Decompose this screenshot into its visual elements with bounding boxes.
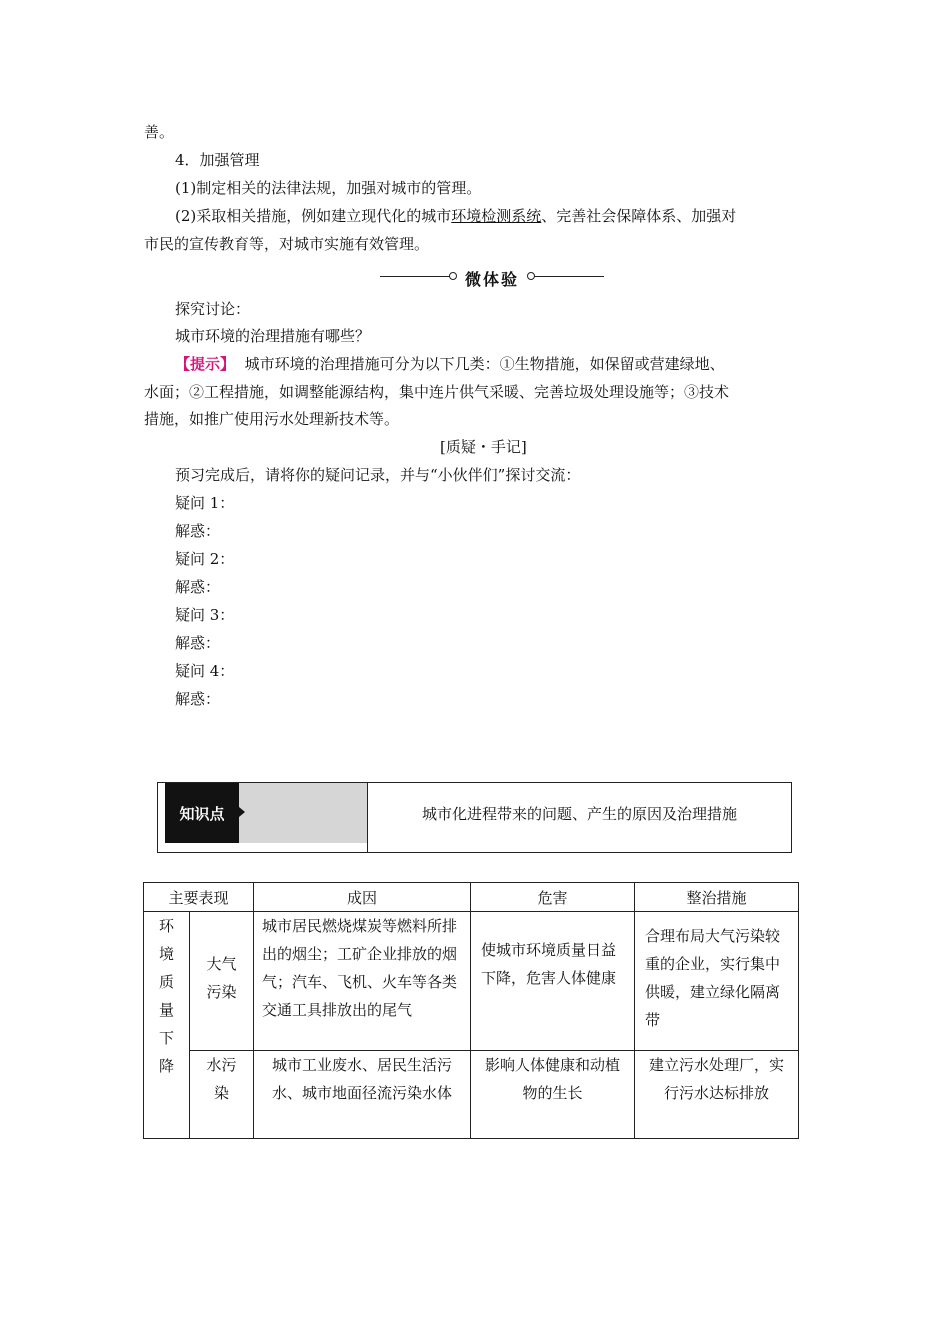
table-row bbox=[144, 1051, 799, 1139]
divider-line-right bbox=[534, 276, 604, 277]
notes-heading: [质疑・手记] bbox=[440, 438, 527, 456]
divider-circle-left bbox=[449, 272, 457, 280]
measure-text: 合理布局大气污染较重的企业，实行集中供暖，建立绿化隔离带 bbox=[645, 927, 781, 1029]
knowledge-point-banner bbox=[157, 782, 792, 853]
discussion-label: 探究讨论： bbox=[175, 300, 251, 318]
header-measure: 整治措施 bbox=[635, 883, 799, 912]
cause-cell bbox=[254, 912, 471, 1051]
knowledge-point-tag: 知识点 bbox=[165, 783, 239, 843]
harm-cell bbox=[471, 1051, 635, 1139]
divider-line-left bbox=[380, 276, 450, 277]
paragraph-4-2-text-b: 、完善社会保障体系、加强对 bbox=[541, 207, 737, 225]
table-row bbox=[144, 912, 799, 1051]
paragraph-4-2-text-a: (2)采取相关措施，例如建立现代化的城市 bbox=[175, 207, 452, 225]
question-4-label: 疑问 4： bbox=[175, 662, 235, 680]
measure-cell bbox=[635, 912, 799, 1051]
hint-text-1: 城市环境的治理措施可分为以下几类：①生物措施，如保留或营建绿地、 bbox=[244, 355, 725, 373]
harm-text: 影响人体健康和动植物的生长 bbox=[484, 1056, 620, 1102]
answer-4-label: 解惑： bbox=[175, 690, 221, 708]
question-2-label: 疑问 2： bbox=[175, 550, 235, 568]
underlined-term: 环境检测系统 bbox=[451, 207, 542, 225]
header-cause: 成因 bbox=[254, 883, 471, 912]
type-label: 大气污染 bbox=[206, 955, 237, 1001]
knowledge-point-topic: 城市化进程带来的问题、产生的原因及治理措施 bbox=[421, 804, 737, 823]
group-cell bbox=[144, 912, 190, 1139]
hint-line-3: 措施，如推广使用污水处理新技术等。 bbox=[144, 410, 400, 428]
section-heading-4: 4．加强管理 bbox=[175, 151, 260, 169]
banner-grey-block bbox=[239, 783, 367, 843]
paragraph-4-1: (1)制定相关的法律法规，加强对城市的管理。 bbox=[175, 179, 482, 197]
type-cell bbox=[190, 912, 254, 1051]
cause-text: 城市居民燃烧煤炭等燃料所排出的烟尘；工矿企业排放的烟气；汽车、飞机、火车等各类交通工具排放出的尾气 bbox=[262, 917, 458, 1019]
table-header-row bbox=[144, 883, 799, 912]
answer-1-label: 解惑： bbox=[175, 522, 221, 540]
paragraph-4-2-line2: 市民的宣传教育等，对城市实施有效管理。 bbox=[144, 235, 430, 253]
cause-cell bbox=[254, 1051, 471, 1139]
paragraph-continuation: 善。 bbox=[144, 123, 175, 141]
divider-title: 微体验 bbox=[464, 270, 519, 289]
hint-tag: 【提示】 bbox=[175, 355, 236, 373]
measure-text: 建立污水处理厂，实行污水达标排放 bbox=[648, 1056, 784, 1102]
paragraph-4-2-line1 bbox=[175, 206, 736, 226]
type-cell bbox=[190, 1051, 254, 1139]
question-1-label: 疑问 1： bbox=[175, 494, 235, 512]
header-main-manifestation: 主要表现 bbox=[144, 883, 254, 912]
harm-cell bbox=[471, 912, 635, 1051]
notes-intro: 预习完成后，请将你的疑问记录，并与“小伙伴们”探讨交流： bbox=[175, 466, 581, 484]
tag-arrow-icon bbox=[239, 807, 245, 817]
harm-text: 使城市环境质量日益下降，危害人体健康 bbox=[481, 941, 617, 987]
header-harm: 危害 bbox=[471, 883, 635, 912]
answer-3-label: 解惑： bbox=[175, 634, 221, 652]
cause-text: 城市工业废水、居民生活污水、城市地面径流污染水体 bbox=[271, 1056, 452, 1102]
measure-cell bbox=[635, 1051, 799, 1139]
problems-table bbox=[143, 882, 799, 1139]
question-3-label: 疑问 3： bbox=[175, 606, 235, 624]
hint-line-2: 水面；②工程措施，如调整能源结构，集中连片供气采暖、完善垃圾处理设施等；③技术 bbox=[144, 383, 730, 401]
group-label: 环境质量下降 bbox=[158, 917, 174, 1075]
answer-2-label: 解惑： bbox=[175, 578, 221, 596]
hint-line-1 bbox=[175, 354, 725, 374]
type-label: 水污染 bbox=[206, 1056, 237, 1102]
section-divider bbox=[380, 265, 604, 289]
discussion-question: 城市环境的治理措施有哪些？ bbox=[175, 327, 371, 345]
